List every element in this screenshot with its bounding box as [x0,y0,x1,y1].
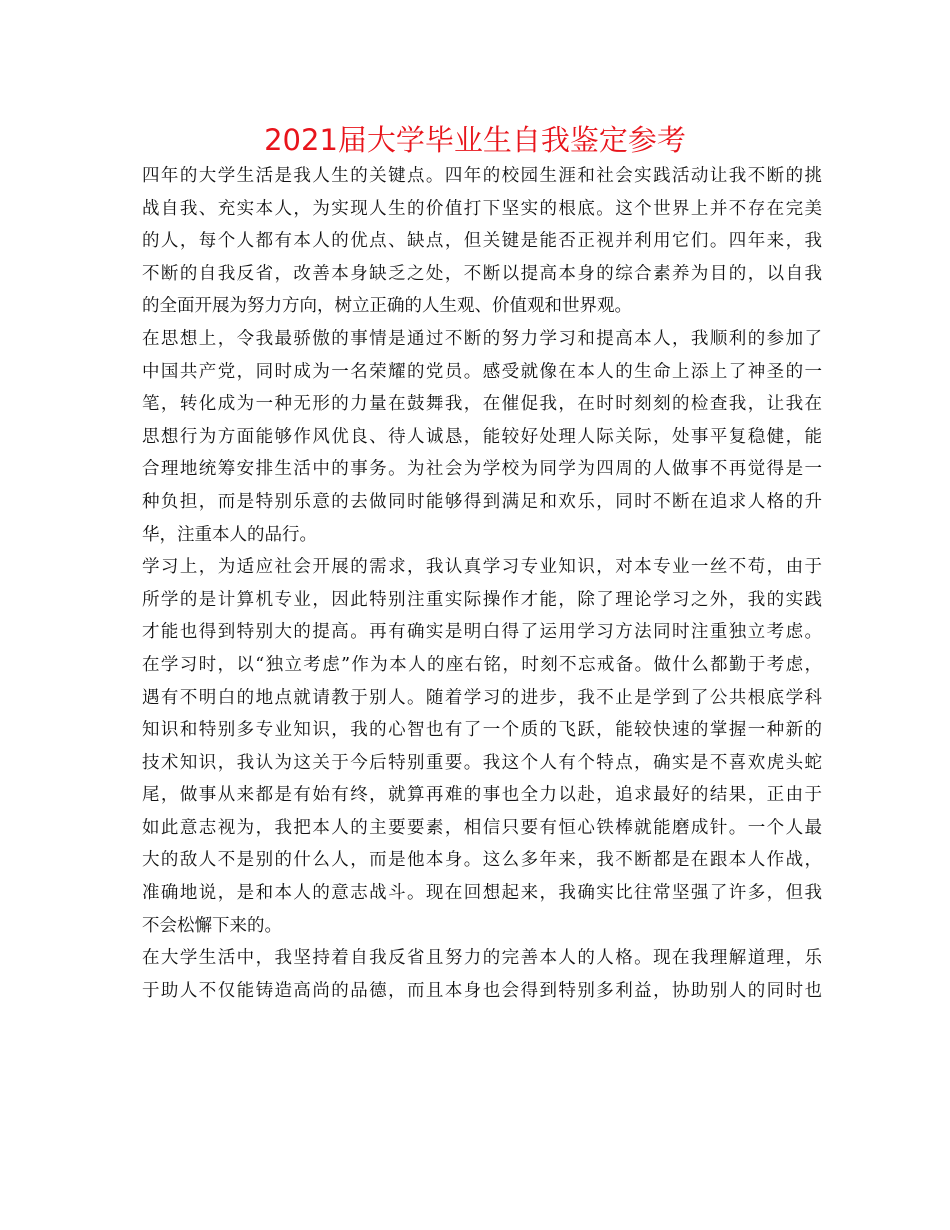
text-line: 种负担，而是特别乐意的去做同时能够得到满足和欢乐，同时不断在追求人格的升 [142,491,822,512]
text-line: 思想行为方面能够作风优良、待人诚恳，能较好处理人际关际，处事平复稳健，能 [142,426,822,447]
text-line: 才能也得到特别大的提高。再有确实是明白得了运用学习方法同时注重独立考虑。 [142,622,822,643]
paragraph-1 [142,160,822,323]
document-body [142,160,822,1007]
text-line: 战自我、充实本人，为实现人生的价值打下坚实的根底。这个世界上并不存在完美 [142,198,822,219]
text-line: 技术知识，我认为这关于今后特别重要。我这个人有个特点，确实是不喜欢虎头蛇 [142,752,822,773]
text-line: 不会松懈下来的。 [142,915,282,936]
text-line: 中国共产党，同时成为一名荣耀的党员。感受就像在本人的生命上添上了神圣的一 [142,361,822,382]
text-line: 所学的是计算机专业，因此特别注重实际操作才能，除了理论学习之外，我的实践 [142,589,822,610]
text-line: 在大学生活中，我坚持着自我反省且努力的完善本人的人格。现在我理解道理，乐 [142,948,822,969]
text-line: 的全面开展为努力方向，树立正确的人生观、价值观和世界观。 [142,296,632,317]
text-line: 的人，每个人都有本人的优点、缺点，但关键是能否正视并利用它们。四年来，我 [142,231,822,252]
text-line: 四年的大学生活是我人生的关键点。四年的校园生涯和社会实践活动让我不断的挑 [142,166,822,186]
text-line: 在学习时，以“独立考虑”作为本人的座右铭，时刻不忘戒备。做什么都勤于考虑， [142,654,822,675]
text-line: 笔，转化成为一种无形的力量在鼓舞我，在催促我，在时时刻刻的检查我，让我在 [142,394,822,415]
text-line: 准确地说，是和本人的意志战斗。现在回想起来，我确实比往常坚强了许多，但我 [142,883,822,904]
text-line: 在思想上，令我最骄傲的事情是通过不断的努力学习和提高本人，我顺利的参加了 [142,328,822,349]
text-line: 尾，做事从来都是有始有终，就算再难的事也全力以赴，追求最好的结果，正由于 [142,785,822,806]
text-line: 如此意志视为，我把本人的主要要素，相信只要有恒心铁棒就能磨成针。一个人最 [142,817,822,838]
paragraph-3 [142,551,822,942]
text-line: 知识和特别多专业知识，我的心智也有了一个质的飞跃，能较快速的掌握一种新的 [142,720,822,741]
text-line: 华，注重本人的品行。 [142,524,317,545]
text-line: 不断的自我反省，改善本身缺乏之处，不断以提高本身的综合素养为目的，以自我 [142,263,822,284]
paragraph-2 [142,323,822,551]
text-line: 遇有不明白的地点就请教于别人。随着学习的进步，我不止是学到了公共根底学科 [142,687,822,708]
paragraph-4 [142,942,822,1007]
text-line: 于助人不仅能铸造高尚的品德，而且本身也会得到特别多利益，协助别人的同时也 [142,980,822,1001]
text-line: 大的敌人不是别的什么人，而是他本身。这么多年来，我不断都是在跟本人作战， [142,850,822,871]
document-title: 2021届大学毕业生自我鉴定参考 [264,123,686,157]
text-line: 学习上，为适应社会开展的需求，我认真学习专业知识，对本专业一丝不苟，由于 [142,557,822,578]
text-line: 合理地统筹安排生活中的事务。为社会为学校为同学为四周的人做事不再觉得是一 [142,459,822,480]
